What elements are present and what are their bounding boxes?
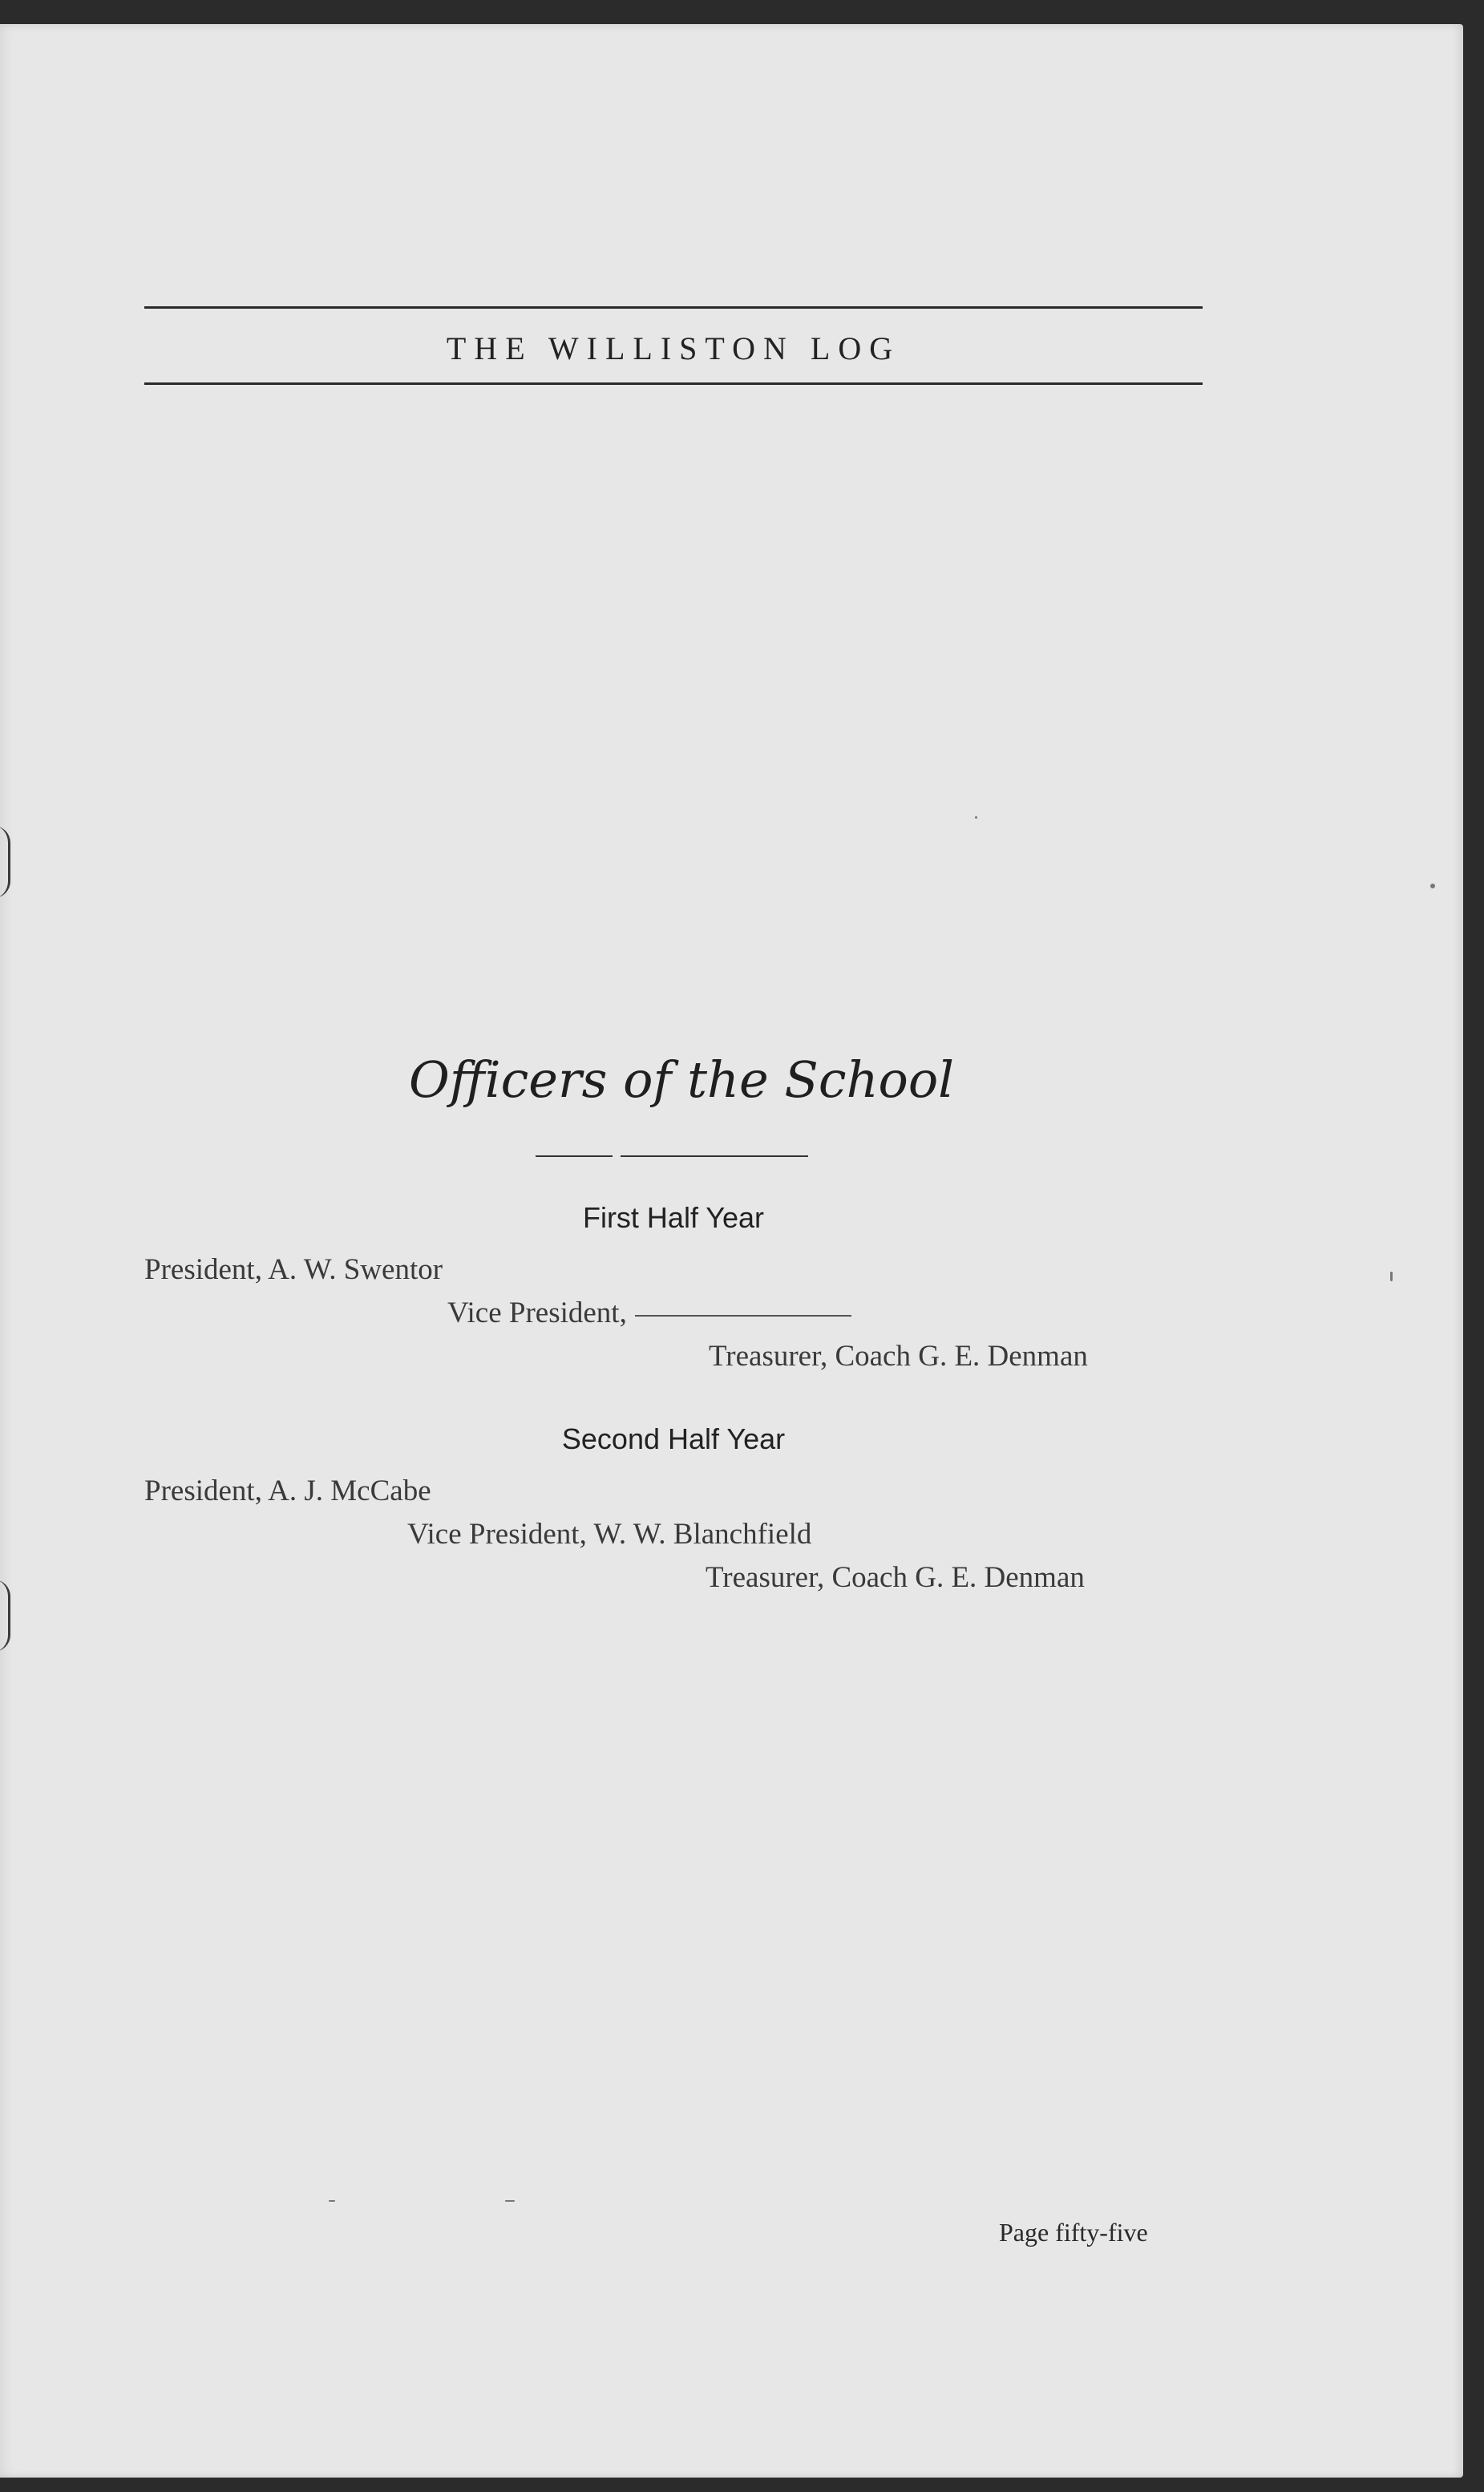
running-title: THE WILLISTON LOG [446,330,901,366]
header-bottom-rule [144,382,1203,385]
binding-mark-upper [0,826,10,898]
title-ornament-rule [536,1155,808,1157]
paper-speck [975,816,977,819]
running-header [144,306,1203,385]
paper-speck [1390,1272,1393,1281]
paper-speck [505,2200,515,2202]
page-number: Page fifty-five [999,2218,1148,2247]
first-half-vice-president-label: Vice President, [447,1297,627,1329]
first-half-year-heading: First Half Year [582,1201,765,1234]
first-half-treasurer: Treasurer, Coach G. E. Denman [709,1340,1088,1373]
second-half-year-heading: Second Half Year [561,1422,786,1455]
binding-mark-lower [0,1580,10,1652]
book-page [0,24,1463,2478]
paper-speck [1430,884,1435,888]
first-half-vice-president [447,1296,851,1330]
section-title: Officers of the School [408,1050,954,1109]
paper-speck [329,2200,335,2202]
first-half-president: President, A. W. Swentor [144,1253,443,1286]
second-half-president: President, A. J. McCabe [144,1475,431,1507]
vacant-office-dash [635,1315,851,1317]
second-half-vice-president: Vice President, W. W. Blanchfield [407,1518,812,1551]
second-half-treasurer: Treasurer, Coach G. E. Denman [706,1561,1085,1594]
